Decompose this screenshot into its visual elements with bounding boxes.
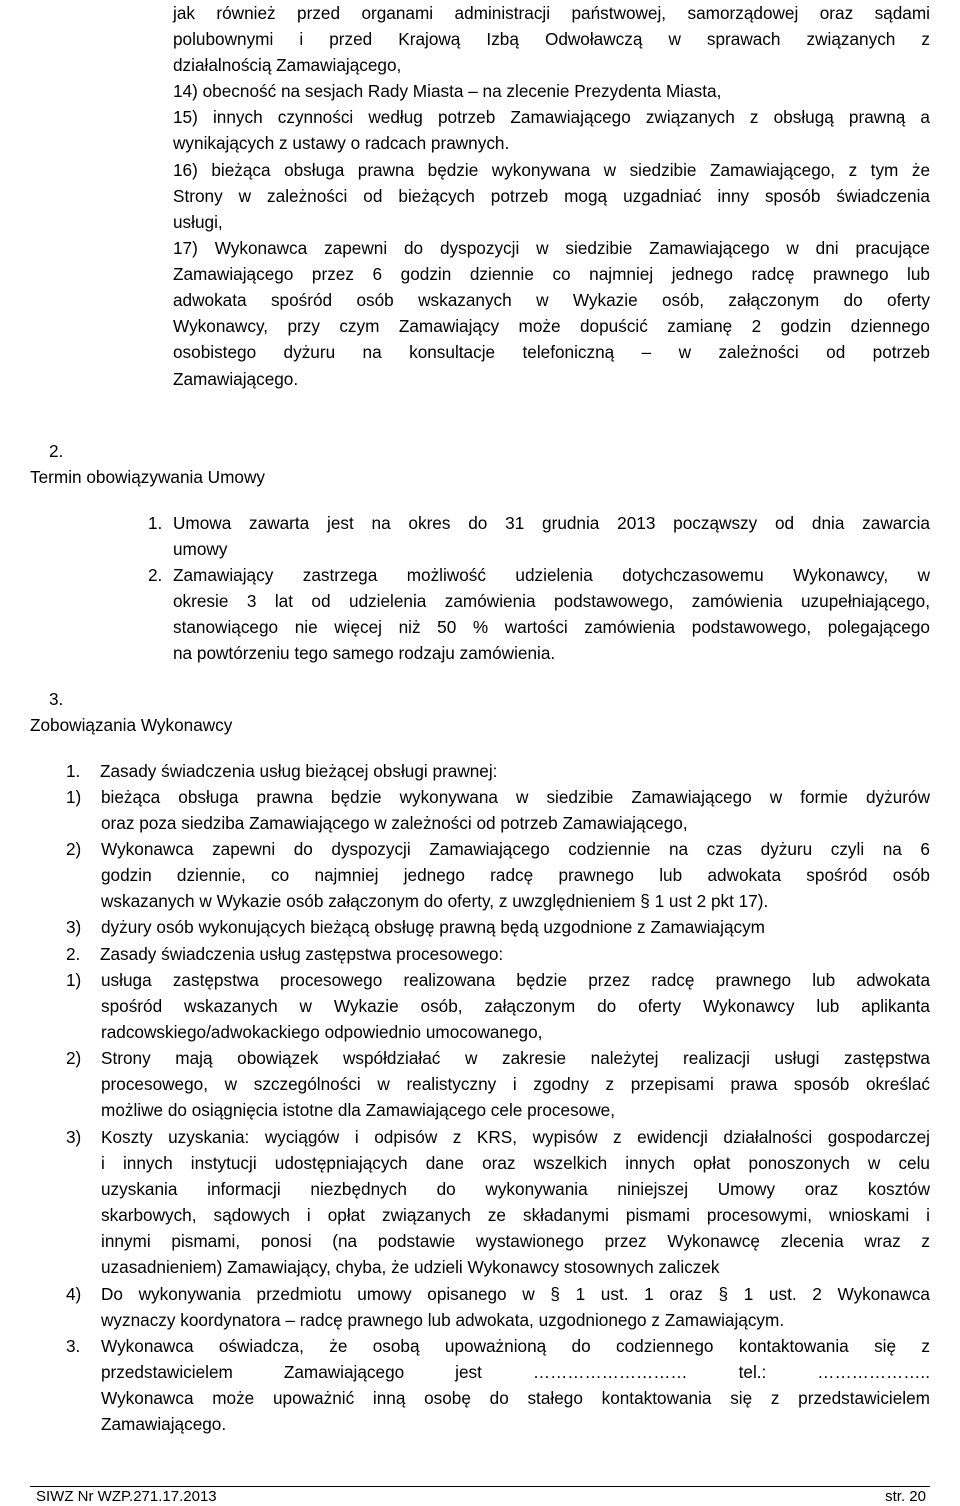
text-line: osobistego dyżuru na konsultacje telefoniczną – w zależności od potrzeb bbox=[173, 342, 930, 362]
text-line: Wykonawca może upoważnić inną osobę do stałego kontaktowania się z przedstawicielem bbox=[101, 1388, 930, 1408]
text-line: Do wykonywania przedmiotu umowy opisanego w § 1 ust. 1 oraz § 1 ust. 2 Wykonawca bbox=[101, 1284, 930, 1304]
text-line: okresie 3 lat od udzielenia zamówienia podstawowego, zamówienia uzupełniającego, bbox=[173, 591, 930, 611]
text-line: Zamawiającego. bbox=[101, 1414, 227, 1434]
text-line: umowy bbox=[173, 539, 228, 559]
text-line: usługi, bbox=[173, 212, 223, 232]
text-line: procesowego, w szczególności w realistyczny i zgodny z przepisami prawa sposób określać bbox=[101, 1074, 930, 1094]
item-number: 1) bbox=[66, 787, 82, 807]
text-line: Wykonawca oświadcza, że osobą upoważnioną do codziennego kontaktowania się z bbox=[101, 1336, 930, 1356]
text-line: spośród wskazanych w Wykazie osób, załączonym do oferty Wykonawcy lub aplikanta bbox=[101, 996, 930, 1016]
text-line: skarbowych, sądowych i opłat związanych ze składanymi pismami procesowymi, wnioskami i bbox=[101, 1205, 930, 1225]
text-line: stanowiącego nie więcej niż 50 % wartości zamówienia podstawowego, polegającego bbox=[173, 617, 930, 637]
section-number: 3. bbox=[49, 689, 64, 709]
text-line: adwokata spośród osób wskazanych w Wykazie osób, załączonym do oferty bbox=[173, 290, 930, 310]
text-line: wyznaczy koordynatora – radcę prawnego lub adwokata, uzgodnionego z Zamawiającym. bbox=[101, 1310, 785, 1330]
text-line: i innych instytucji udostępniających dane oraz wszelkich innych opłat ponoszonych w celu bbox=[101, 1153, 930, 1173]
list-item-15: 15) innych czynności według potrzeb Zamawiającego związanych z obsługą prawną a bbox=[173, 107, 930, 127]
item-number: 2. bbox=[148, 565, 163, 585]
text-line: możliwe do osiągnięcia istotne dla Zamawiającego cele procesowe, bbox=[101, 1100, 615, 1120]
item-number: 4) bbox=[66, 1284, 82, 1304]
item-number: 2) bbox=[66, 839, 82, 859]
item-number: 2. bbox=[66, 944, 81, 964]
item-number: 1) bbox=[66, 970, 82, 990]
text-line: godzin dziennie, co najmniej jednego radcę prawnego lub adwokata spośród osób bbox=[101, 865, 930, 885]
subsection-title: Zasady świadczenia usług bieżącej obsługi prawnej: bbox=[100, 761, 498, 781]
section-title: Zobowiązania Wykonawcy bbox=[30, 715, 233, 735]
text-line: Zamawiającego. bbox=[173, 369, 299, 389]
item-number: 3) bbox=[66, 917, 82, 937]
section-number: 2. bbox=[49, 441, 64, 461]
list-item-16: 16) bieżąca obsługa prawna będzie wykonywana w siedzibie Zamawiającego, z tym że bbox=[173, 160, 930, 180]
subsection-title: Zasady świadczenia usług zastępstwa procesowego: bbox=[100, 944, 504, 964]
text-line: Koszty uzyskania: wyciągów i odpisów z KRS, wypisów z ewidencji działalności gospodarczej bbox=[101, 1127, 930, 1147]
text-line: Umowa zawarta jest na okres do 31 grudnia 2013 począwszy od dnia zawarcia bbox=[173, 513, 930, 533]
text-line: innymi pismami, ponosi (na podstawie wystawionego przez Wykonawcę zlecenia wraz z bbox=[101, 1231, 930, 1251]
text-line: Zamawiający zastrzega możliwość udzielenia dotychczasowemu Wykonawcy, w bbox=[173, 565, 930, 585]
list-item-14: 14) obecność na sesjach Rady Miasta – na zlecenie Prezydenta Miasta, bbox=[173, 81, 722, 101]
text-line: na powtórzeniu tego samego rodzaju zamówienia. bbox=[173, 643, 556, 663]
text-line: jak również przed organami administracji państwowej, samorządowej oraz sądami bbox=[173, 3, 930, 23]
text-line: bieżąca obsługa prawna będzie wykonywana w siedzibie Zamawiającego w formie dyżurów bbox=[101, 787, 930, 807]
text-line: polubownymi i przed Krajową Izbą Odwoławczą w sprawach związanych z bbox=[173, 29, 930, 49]
text-line: radcowskiego/adwokackiego odpowiednio umocowanego, bbox=[101, 1022, 543, 1042]
text-line: przedstawicielem Zamawiającego jest ……………………… tel.: ……………….. bbox=[101, 1362, 930, 1382]
text-line: uzyskania informacji niezbędnych do wykonywania niniejszej Umowy oraz kosztów bbox=[101, 1179, 930, 1199]
text-line: działalnością Zamawiającego, bbox=[173, 55, 402, 75]
footer-page-number: str. 20 bbox=[885, 1488, 926, 1505]
item-number: 1. bbox=[66, 761, 81, 781]
footer-divider bbox=[30, 1486, 930, 1487]
text-line: usługa zastępstwa procesowego realizowana będzie przez radcę prawnego lub adwokata bbox=[101, 970, 930, 990]
text-line: wynikających z ustawy o radcach prawnych. bbox=[173, 133, 510, 153]
item-number: 3) bbox=[66, 1127, 82, 1147]
list-item-17: 17) Wykonawca zapewni do dyspozycji w siedzibie Zamawiającego w dni pracujące bbox=[173, 238, 930, 258]
text-line: dyżury osób wykonujących bieżącą obsługę prawną będą uzgodnione z Zamawiającym bbox=[101, 917, 766, 937]
text-line: Strony w zależności od bieżących potrzeb mogą uzgadniać inny sposób świadczenia bbox=[173, 186, 930, 206]
footer-document-id: SIWZ Nr WZP.271.17.2013 bbox=[36, 1488, 217, 1505]
text-line: Strony mają obowiązek współdziałać w zakresie należytej realizacji usługi zastępstwa bbox=[101, 1048, 930, 1068]
text-line: wskazanych w Wykazie osób załączonym do oferty, z uwzględnieniem § 1 ust 2 pkt 17). bbox=[101, 891, 769, 911]
section-title: Termin obowiązywania Umowy bbox=[30, 467, 265, 487]
item-number: 2) bbox=[66, 1048, 82, 1068]
item-number: 1. bbox=[148, 513, 163, 533]
text-line: Wykonawca zapewni do dyspozycji Zamawiającego codziennie na czas dyżuru czyli na 6 bbox=[101, 839, 930, 859]
item-number: 3. bbox=[66, 1336, 81, 1356]
text-line: Zamawiającego przez 6 godzin dziennie co najmniej jednego radcę prawnego lub bbox=[173, 264, 930, 284]
text-line: Wykonawcy, przy czym Zamawiający może dopuścić zamianę 2 godzin dziennego bbox=[173, 316, 930, 336]
text-line: oraz poza siedziba Zamawiającego w zależności od potrzeb Zamawiającego, bbox=[101, 813, 688, 833]
text-line: uzasadnieniem) Zamawiający, chyba, że udzieli Wykonawcy stosownych zaliczek bbox=[101, 1257, 720, 1277]
